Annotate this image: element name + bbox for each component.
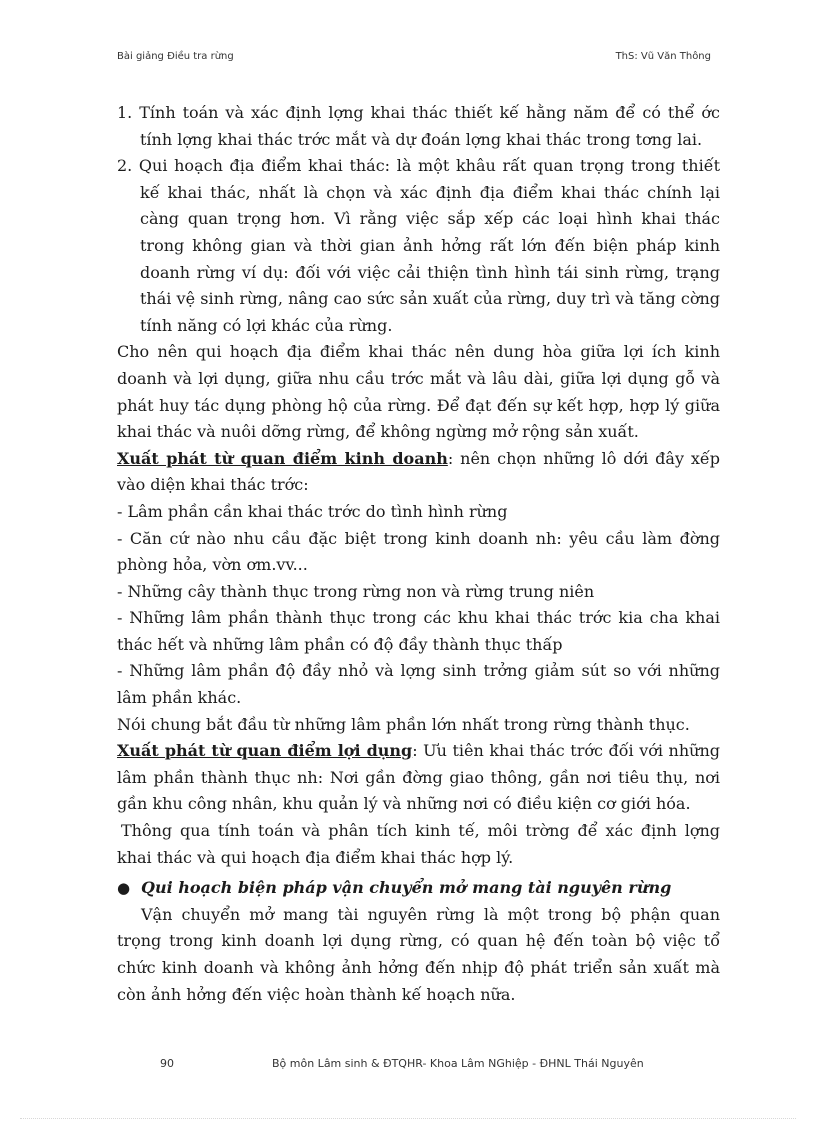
business-viewpoint-text: : nên chọn những lô dới đây xếp vào diện khai thác trớc:	[117, 448, 720, 495]
paragraph-business-viewpoint	[117, 446, 720, 499]
dash-item-2: - Căn cứ nào nhu cầu đặc biệt trong kinh doanh nh: yêu cầu làm đờng phòng hỏa, vờn ơm.vv...	[117, 528, 720, 575]
business-viewpoint-label: Xuất phát từ quan điểm kinh doanh	[117, 448, 448, 468]
paragraph-site-planning: Cho nên qui hoạch địa điểm khai thác nên dung hòa giữa lợi ích kinh doanh và lợi dụng, giữa nhu cầu trớc mắt và lâu dài, giữa lợi dụng gỗ và phát huy tác dụng phòng hộ của rừng. Để đạt đến sự kết hợp, hợp lý giữa khai thác và nuôi dỡng rừng, để không ngừng mở rộng sản xuất.	[117, 342, 720, 442]
section-heading	[117, 875, 720, 902]
utilization-viewpoint-text: : Ưu tiên khai thác trớc đối với những lâm phần thành thục nh: Nơi gần đờng giao thông, gần nơi tiêu thụ, nơi gần khu công nhân, khu quản lý và những nơi có điều kiện cơ giới hóa.	[117, 741, 720, 814]
document-body	[117, 100, 720, 1008]
section-heading-text: Qui hoạch biện pháp vận chuyển mở mang tài nguyên rừng	[141, 878, 672, 898]
header-author: ThS: Vũ Văn Thông	[615, 51, 711, 62]
footer-department: Bộ môn Lâm sinh & ĐTQHR- Khoa Lâm NGhiệp - ĐHNL Thái Nguyên	[272, 1057, 644, 1070]
utilization-viewpoint-label: Xuất phát từ quan điểm lợi dụng	[117, 741, 413, 761]
dash-item-1: - Lâm phần cần khai thác trớc do tình hình rừng	[117, 501, 508, 521]
bullet-icon: ●	[117, 879, 131, 898]
paragraph-transport: Vận chuyển mở mang tài nguyên rừng là một trong bộ phận quan trọng trong kinh doanh lợi dụng rừng, có quan hệ đến toàn bộ việc tổ chức kinh doanh và không ảnh hởng đến nhịp độ phát triển sản xuất mà còn ảnh hởng đến việc hoàn thành kế hoạch nữa.	[117, 904, 720, 1004]
page-number: 90	[160, 1057, 174, 1070]
header-title: Bài giảng Điều tra rừng	[117, 51, 234, 62]
numbered-item-2: 2. Qui hoạch địa điểm khai thác: là một khâu rất quan trọng trong thiết kế khai thác, nhất là chọn và xác định địa điểm khai thác chính lại càng quan trọng hơn. Vì rằng việc sắp xếp các loại hình khai thác trong không gian và thời gian ảnh hởng rất lớn đến biện pháp kinh doanh rừng ví dụ: đối với việc cải thiện tình hình tái sinh rừng, trạng thái vệ sinh rừng, nâng cao sức sản xuất của rừng, duy trì và tăng cờng tính năng có lợi khác của rừng.	[117, 156, 720, 335]
paragraph-utilization-viewpoint	[117, 738, 720, 818]
dash-item-3: - Những cây thành thục trong rừng non và rừng trung niên	[117, 581, 595, 601]
paragraph-economic-analysis: Thông qua tính toán và phân tích kinh tế, môi trờng để xác định lợng khai thác và qui hoạch địa điểm khai thác hợp lý.	[117, 821, 720, 867]
page-bottom-divider	[20, 1118, 796, 1119]
paragraph-general: Nói chung bắt đầu từ những lâm phần lớn nhất trong rừng thành thục.	[117, 714, 690, 734]
numbered-item-1: 1. Tính toán và xác định lợng khai thác thiết kế hằng năm để có thể ớc tính lợng khai thác trớc mắt và dự đoán lợng khai thác trong tơng lai.	[117, 103, 720, 149]
dash-item-4: - Những lâm phần thành thục trong các khu khai thác trớc kia cha khai thác hết và những lâm phần có độ đầy thành thục thấp	[117, 608, 720, 654]
dash-item-5: - Những lâm phần độ đầy nhỏ và lợng sinh trởng giảm sút so với những lâm phần khác.	[117, 661, 720, 708]
